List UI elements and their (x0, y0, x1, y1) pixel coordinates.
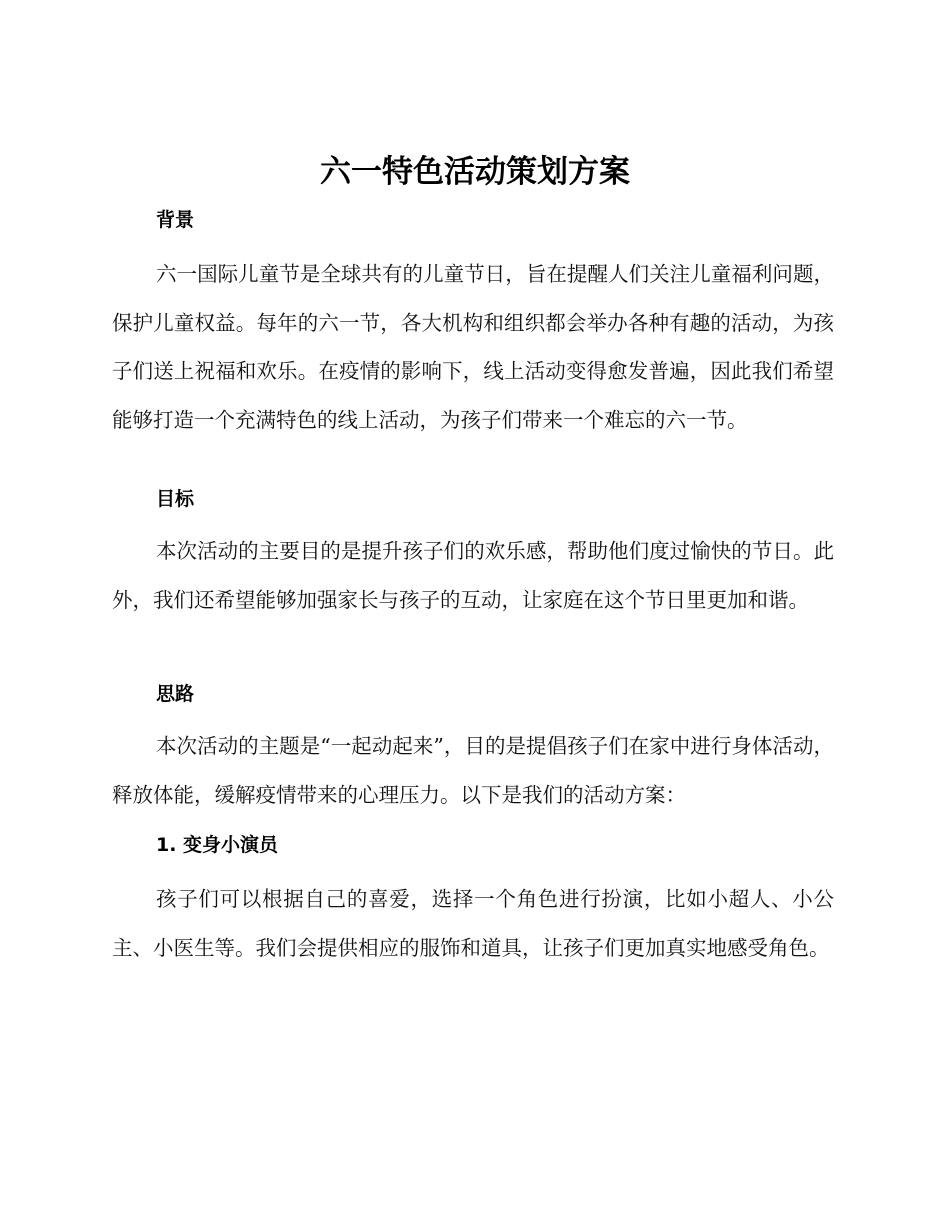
section-heading-goal: 目标 (156, 488, 195, 510)
section-heading-approach: 思路 (156, 683, 195, 705)
section-paragraph-little-actor: 孩子们可以根据自己的喜爱，选择一个角色进行扮演，比如小超人、小公主、小医生等。我们会提供相应的服饰和道具，让孩子们更加真实地感受角色。 (112, 887, 834, 960)
section-paragraph-goal: 本次活动的主要目的是提升孩子们的欢乐感，帮助他们度过愉快的节日。此外，我们还希望能够加强家长与孩子的互动，让家庭在这个节日里更加和谐。 (112, 539, 834, 612)
section-heading-background: 背景 (156, 209, 195, 231)
section-paragraph-background: 六一国际儿童节是全球共有的儿童节日，旨在提醒人们关注儿童福利问题，保护儿童权益。每年的六一节，各大机构和组织都会举办各种有趣的活动，为孩子们送上祝福和欢乐。在疫情的影响下，线上活动变得愈发普遍，因此我们希望能够打造一个充满特色的线上活动，为孩子们带来一个难忘的六一节。 (112, 262, 834, 432)
section-heading-little-actor: 1. 变身小演员 (156, 834, 279, 856)
section-paragraph-approach: 本次活动的主题是“一起动起来”，目的是提倡孩子们在家中进行身体活动，释放体能，缓解疫情带来的心理压力。以下是我们的活动方案： (112, 734, 834, 807)
document-title: 六一特色活动策划方案 (320, 154, 630, 190)
